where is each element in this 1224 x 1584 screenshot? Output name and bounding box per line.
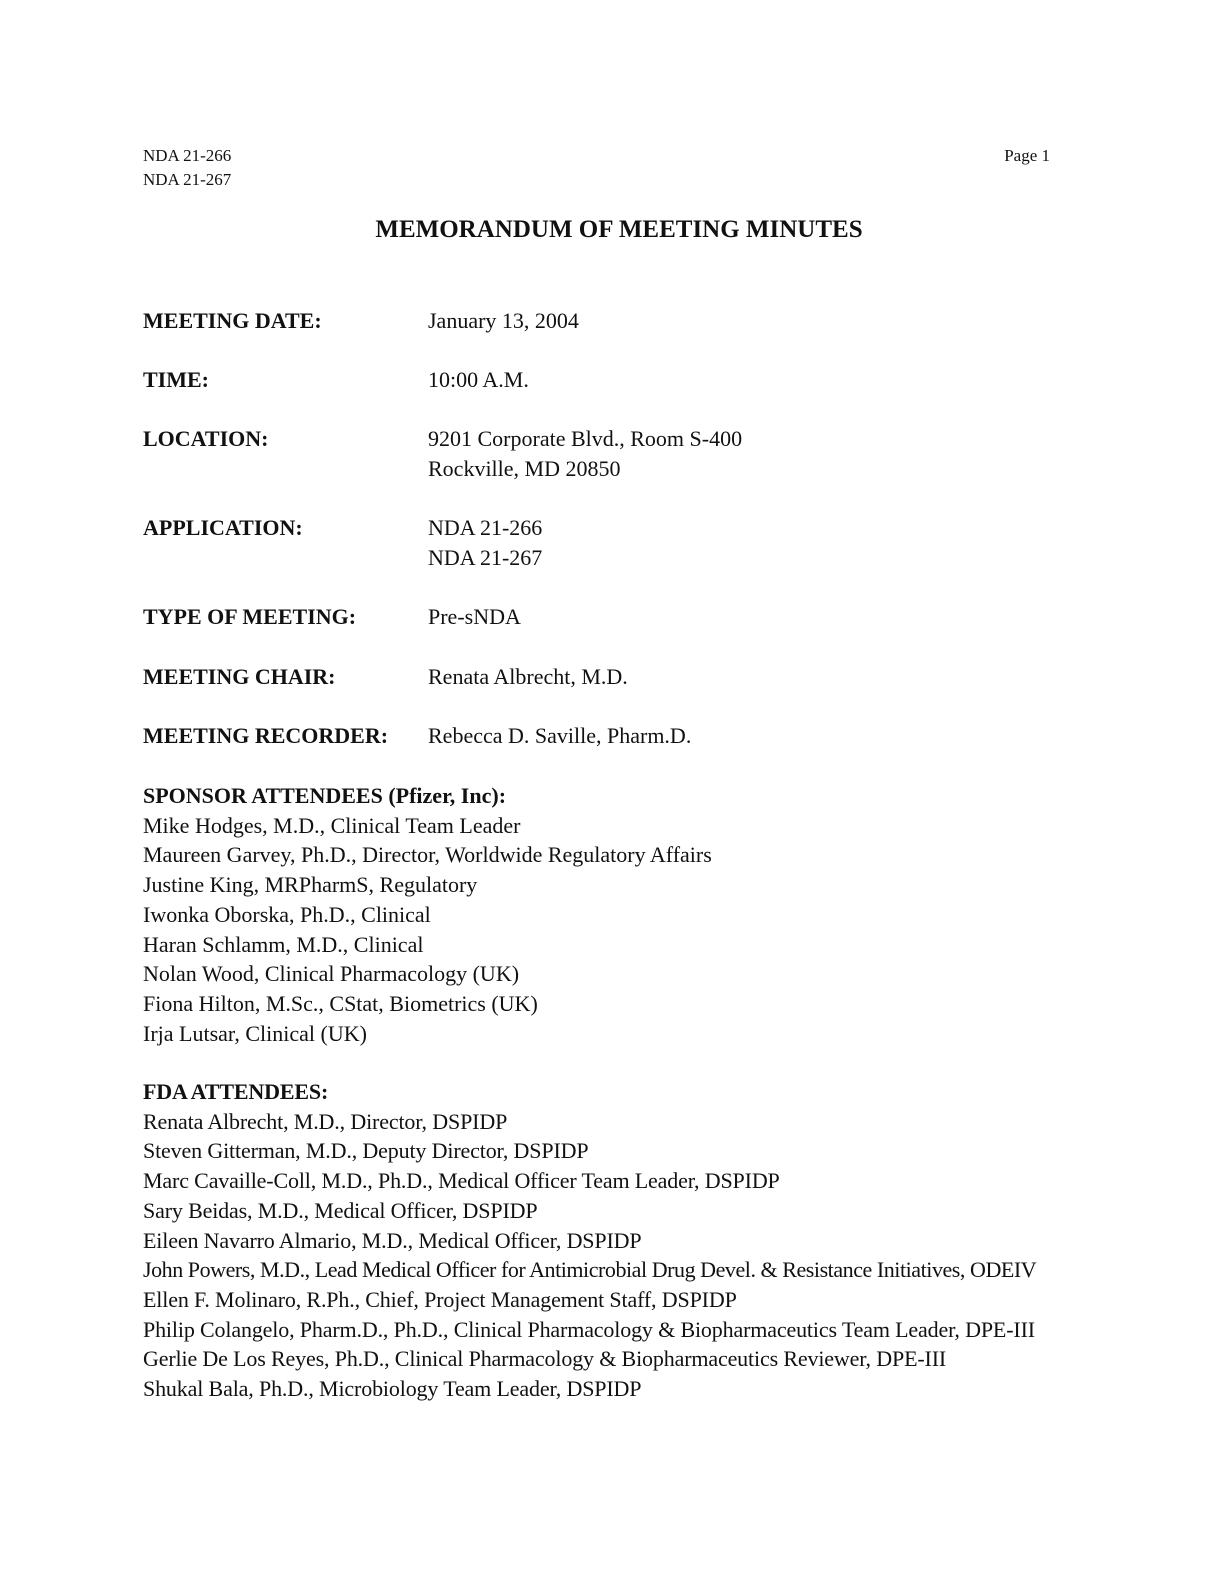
header-nda-numbers xyxy=(143,144,231,192)
header-nda-line: NDA 21-267 xyxy=(143,170,232,189)
field-value xyxy=(428,513,542,573)
field-value-line: NDA 21-266 xyxy=(428,515,543,540)
field-value-line: NDA 21-267 xyxy=(428,545,543,570)
field-value-line: Renata Albrecht, M.D. xyxy=(428,664,628,689)
attendee-line: Justine King, MRPharmS, Regulatory xyxy=(143,872,478,898)
attendee-line: Sary Beidas, M.D., Medical Officer, DSPIDP xyxy=(143,1197,538,1223)
section-title: SPONSOR ATTENDEES (Pfizer, Inc): xyxy=(143,783,507,808)
attendee-line: Shukal Bala, Ph.D., Microbiology Team Leader, DSPIDP xyxy=(143,1376,642,1402)
field-label: LOCATION: xyxy=(143,426,269,451)
field-value xyxy=(428,721,691,751)
header-nda-line: NDA 21-266 xyxy=(143,146,232,165)
attendee-line: Haran Schlamm, M.D., Clinical xyxy=(143,931,424,957)
field-value xyxy=(428,365,529,395)
field-label: MEETING RECORDER: xyxy=(143,723,389,748)
field-value xyxy=(428,424,742,484)
attendee-line: Ellen F. Molinaro, R.Ph., Chief, Project Management Staff, DSPIDP xyxy=(143,1286,737,1312)
attendee-line: Eileen Navarro Almario, M.D., Medical Officer, DSPIDP xyxy=(143,1227,642,1253)
field-value-line: Rebecca D. Saville, Pharm.D. xyxy=(428,723,692,748)
attendee-line: Maureen Garvey, Ph.D., Director, Worldwide Regulatory Affairs xyxy=(143,842,712,868)
field-value-line: 9201 Corporate Blvd., Room S-400 xyxy=(428,426,743,451)
field-value-line: 10:00 A.M. xyxy=(428,367,529,392)
field-label: TYPE OF MEETING: xyxy=(143,604,357,629)
field-value xyxy=(428,662,628,692)
field-value-line: January 13, 2004 xyxy=(428,308,579,333)
attendee-line: Iwonka Oborska, Ph.D., Clinical xyxy=(143,901,431,927)
attendee-line: Irja Lutsar, Clinical (UK) xyxy=(143,1020,367,1046)
attendee-line: Mike Hodges, M.D., Clinical Team Leader xyxy=(143,812,521,838)
field-value xyxy=(428,602,521,632)
attendee-line: Philip Colangelo, Pharm.D., Ph.D., Clinical Pharmacology & Biopharmaceutics Team Leader, DPE-III xyxy=(143,1316,1035,1342)
attendee-line: John Powers, M.D., Lead Medical Officer for Antimicrobial Drug Devel. & Resistance Initiatives, ODEIV xyxy=(143,1257,1037,1283)
fda-attendees-section xyxy=(143,1077,1143,1404)
attendee-line: Marc Cavaille-Coll, M.D., Ph.D., Medical Officer Team Leader, DSPIDP xyxy=(143,1168,780,1194)
attendee-line: Steven Gitterman, M.D., Deputy Director, DSPIDP xyxy=(143,1138,589,1164)
page-number: Page 1 xyxy=(1004,146,1050,165)
field-value xyxy=(428,306,579,336)
section-title: FDA ATTENDEES: xyxy=(143,1079,329,1104)
attendee-line: Gerlie De Los Reyes, Ph.D., Clinical Pharmacology & Biopharmaceutics Reviewer, DPE-III xyxy=(143,1346,947,1372)
field-label: APPLICATION: xyxy=(143,515,303,540)
attendee-line: Renata Albrecht, M.D., Director, DSPIDP xyxy=(143,1108,508,1134)
field-value-line: Pre-sNDA xyxy=(428,604,521,629)
attendee-line: Nolan Wood, Clinical Pharmacology (UK) xyxy=(143,961,520,987)
attendee-line: Fiona Hilton, M.Sc., CStat, Biometrics (UK) xyxy=(143,990,538,1016)
field-label: TIME: xyxy=(143,367,209,392)
field-value-line: Rockville, MD 20850 xyxy=(428,456,621,481)
field-label: MEETING CHAIR: xyxy=(143,664,336,689)
page-title: MEMORANDUM OF MEETING MINUTES xyxy=(375,216,863,243)
sponsor-attendees-section xyxy=(143,781,1143,1048)
field-label: MEETING DATE: xyxy=(143,308,322,333)
